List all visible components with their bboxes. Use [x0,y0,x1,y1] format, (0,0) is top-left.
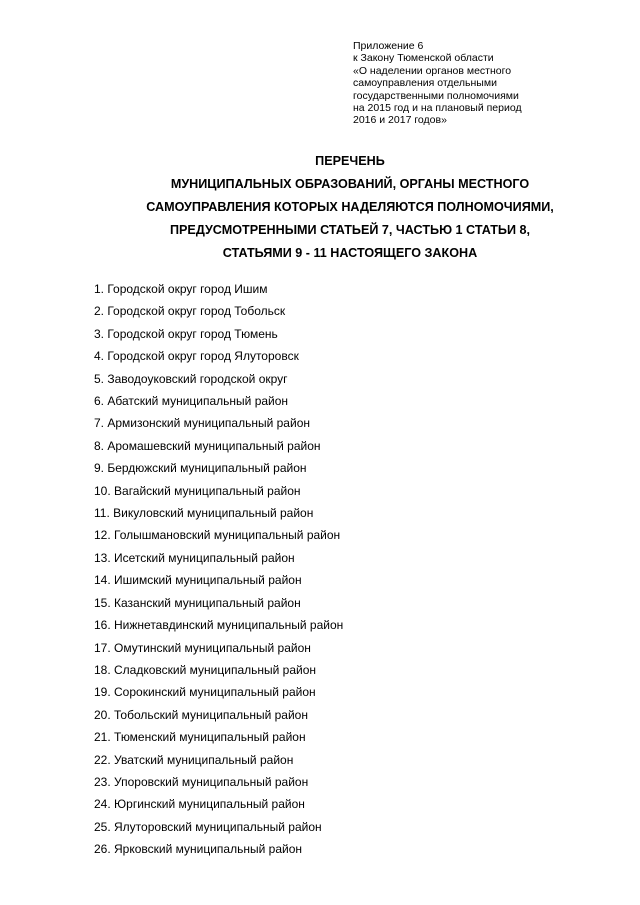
appendix-line: самоуправления отдельными [353,77,497,90]
list-item: 18. Сладковский муниципальный район [94,662,317,677]
list-item: 8. Аромашевский муниципальный район [94,438,321,453]
heading-line: САМОУПРАВЛЕНИЯ КОТОРЫХ НАДЕЛЯЮТСЯ ПОЛНОМОЧИЯМИ, [146,200,554,214]
list-item: 1. Городской округ город Ишим [94,282,268,296]
appendix-line: 2016 и 2017 годов» [353,114,447,127]
list-item: 24. Юргинский муниципальный район [94,797,305,812]
list-item: 23. Упоровский муниципальный район [94,774,309,789]
list-item: 16. Нижнетавдинский муниципальный район [94,618,344,633]
appendix-line: на 2015 год и на плановый период [353,102,522,115]
heading-title: ПЕРЕЧЕНЬ [315,154,385,168]
list-item: 9. Бердюжский муниципальный район [94,461,307,476]
document-heading [0,150,640,265]
list-item: 14. Ишимский муниципальный район [94,573,302,588]
appendix-line: «О наделении органов местного [353,64,512,77]
list-item: 4. Городской округ город Ялуторовск [94,349,299,364]
list-item: 6. Абатский муниципальный район [94,394,289,409]
list-item: 12. Голышмановский муниципальный район [94,528,341,543]
municipality-list [94,278,343,861]
heading-line: МУНИЦИПАЛЬНЫХ ОБРАЗОВАНИЙ, ОРГАНЫ МЕСТНОГО [170,177,530,191]
appendix-line: Приложение 6 [353,40,424,52]
heading-line: СТАТЬЯМИ 9 - 11 НАСТОЯЩЕГО ЗАКОНА [222,246,478,260]
list-item: 7. Армизонский муниципальный район [94,416,310,431]
list-item: 26. Ярковский муниципальный район [94,842,303,857]
list-item: 10. Вагайский муниципальный район [94,483,301,498]
list-item: 22. Уватский муниципальный район [94,752,294,767]
list-item: 3. Городской округ город Тюмень [94,326,278,341]
appendix-line: к Закону Тюменской области [353,52,494,65]
appendix-line: государственными полномочиями [353,89,519,102]
list-item: 2. Городской округ город Тобольск [94,304,286,319]
list-item: 19. Сорокинский муниципальный район [94,685,316,700]
list-item: 15. Казанский муниципальный район [94,595,301,610]
list-item: 13. Исетский муниципальный район [94,550,295,565]
list-item: 17. Омутинский муниципальный район [94,640,311,655]
list-item: 11. Викуловский муниципальный район [94,506,314,521]
list-item: 20. Тобольский муниципальный район [94,707,308,722]
list-item: 21. Тюменский муниципальный район [94,730,306,745]
appendix-reference [353,40,613,127]
list-item: 25. Ялуторовский муниципальный район [94,819,322,834]
list-item: 5. Заводоуковский городской округ [94,371,288,386]
heading-line: ПРЕДУСМОТРЕННЫМИ СТАТЬЕЙ 7, ЧАСТЬЮ 1 СТАТЬИ 8, [169,223,530,237]
